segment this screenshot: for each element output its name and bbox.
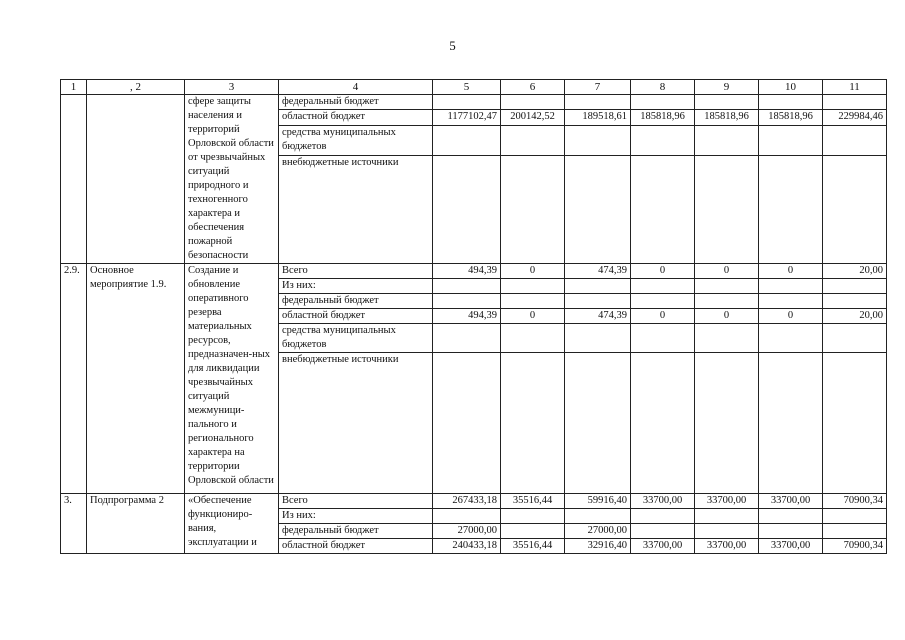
value-cell (433, 294, 501, 309)
funding-source-cell: внебюджетные источники (279, 155, 433, 263)
value-cell: 32916,40 (565, 539, 631, 554)
funding-source-cell: средства муниципальных бюджетов (279, 324, 433, 353)
value-cell (823, 524, 887, 539)
value-cell: 0 (501, 309, 565, 324)
value-cell (759, 125, 823, 155)
page-number: 5 (449, 38, 456, 53)
value-cell: 33700,00 (759, 539, 823, 554)
funding-source-cell: федеральный бюджет (279, 95, 433, 110)
header-cell: 3 (185, 80, 279, 95)
header-row (61, 80, 887, 95)
table-row (61, 264, 887, 279)
value-cell: 185818,96 (695, 110, 759, 125)
value-cell: 20,00 (823, 264, 887, 279)
funding-source-cell: федеральный бюджет (279, 524, 433, 539)
value-cell: 185818,96 (759, 110, 823, 125)
value-cell: 0 (695, 264, 759, 279)
header-cell: 10 (759, 80, 823, 95)
value-cell (759, 95, 823, 110)
value-cell (501, 324, 565, 353)
value-cell (823, 95, 887, 110)
value-cell: 33700,00 (631, 494, 695, 509)
value-cell (695, 524, 759, 539)
funding-source-cell: внебюджетные источники (279, 353, 433, 494)
value-cell (695, 125, 759, 155)
budget-table (60, 79, 887, 554)
value-cell (565, 509, 631, 524)
value-cell (823, 509, 887, 524)
value-cell (565, 155, 631, 263)
value-cell (631, 524, 695, 539)
value-cell (695, 279, 759, 294)
value-cell: 35516,44 (501, 539, 565, 554)
table-row (61, 95, 887, 110)
value-cell: 0 (759, 264, 823, 279)
value-cell: 474,39 (565, 309, 631, 324)
value-cell: 33700,00 (695, 539, 759, 554)
value-cell (433, 95, 501, 110)
funding-source-cell: областной бюджет (279, 539, 433, 554)
value-cell: 33700,00 (631, 539, 695, 554)
value-cell (695, 294, 759, 309)
value-cell (823, 279, 887, 294)
funding-source-cell: Из них: (279, 509, 433, 524)
item-description-cell: «Обеспечение функциониро-вания, эксплуатации и (185, 494, 279, 554)
value-cell (759, 279, 823, 294)
value-cell (501, 353, 565, 494)
value-cell (631, 155, 695, 263)
header-cell: 4 (279, 80, 433, 95)
value-cell: 20,00 (823, 309, 887, 324)
value-cell: 229984,46 (823, 110, 887, 125)
value-cell (501, 125, 565, 155)
funding-source-cell: Из них: (279, 279, 433, 294)
value-cell (759, 294, 823, 309)
value-cell (759, 509, 823, 524)
header-cell: 1 (61, 80, 87, 95)
value-cell (631, 509, 695, 524)
value-cell: 200142,52 (501, 110, 565, 125)
value-cell: 27000,00 (433, 524, 501, 539)
value-cell (565, 279, 631, 294)
header-cell: 7 (565, 80, 631, 95)
value-cell (501, 294, 565, 309)
item-name-cell: Подпрограмма 2 (87, 494, 185, 554)
value-cell (631, 294, 695, 309)
value-cell: 35516,44 (501, 494, 565, 509)
value-cell (433, 155, 501, 263)
value-cell (501, 524, 565, 539)
value-cell: 494,39 (433, 264, 501, 279)
value-cell: 0 (759, 309, 823, 324)
value-cell (759, 524, 823, 539)
value-cell (695, 324, 759, 353)
value-cell (501, 279, 565, 294)
funding-source-cell: Всего (279, 494, 433, 509)
value-cell: 185818,96 (631, 110, 695, 125)
funding-source-cell: федеральный бюджет (279, 294, 433, 309)
value-cell: 189518,61 (565, 110, 631, 125)
value-cell: 0 (631, 264, 695, 279)
value-cell (695, 95, 759, 110)
value-cell: 70900,34 (823, 539, 887, 554)
value-cell (433, 125, 501, 155)
value-cell (695, 509, 759, 524)
value-cell (433, 279, 501, 294)
value-cell: 494,39 (433, 309, 501, 324)
value-cell (631, 95, 695, 110)
value-cell: 33700,00 (695, 494, 759, 509)
value-cell (631, 324, 695, 353)
value-cell (433, 509, 501, 524)
value-cell (501, 509, 565, 524)
value-cell (631, 353, 695, 494)
row-number-cell: 3. (61, 494, 87, 554)
value-cell (823, 294, 887, 309)
row-number-cell (61, 95, 87, 264)
value-cell (565, 353, 631, 494)
item-name-cell (87, 95, 185, 264)
value-cell (631, 125, 695, 155)
value-cell (433, 353, 501, 494)
value-cell (433, 324, 501, 353)
value-cell: 59916,40 (565, 494, 631, 509)
funding-source-cell: областной бюджет (279, 110, 433, 125)
item-name-cell: Основное мероприятие 1.9. (87, 264, 185, 494)
table-row (61, 494, 887, 509)
value-cell: 0 (631, 309, 695, 324)
value-cell (823, 353, 887, 494)
header-cell: , 2 (87, 80, 185, 95)
value-cell (565, 125, 631, 155)
header-cell: 6 (501, 80, 565, 95)
value-cell (565, 95, 631, 110)
value-cell (823, 125, 887, 155)
value-cell (695, 155, 759, 263)
value-cell (631, 279, 695, 294)
value-cell (695, 353, 759, 494)
value-cell (759, 324, 823, 353)
header-cell: 5 (433, 80, 501, 95)
item-description-cell: сфере защиты населения и территорий Орловской области от чрезвычайных ситуаций природного и техногенного характера и обеспечения пожарной безопасности (185, 95, 279, 264)
value-cell (823, 155, 887, 263)
value-cell: 240433,18 (433, 539, 501, 554)
header-cell: 11 (823, 80, 887, 95)
value-cell (759, 353, 823, 494)
value-cell: 0 (501, 264, 565, 279)
value-cell (565, 294, 631, 309)
header-cell: 9 (695, 80, 759, 95)
value-cell: 474,39 (565, 264, 631, 279)
funding-source-cell: областной бюджет (279, 309, 433, 324)
value-cell: 33700,00 (759, 494, 823, 509)
value-cell: 267433,18 (433, 494, 501, 509)
value-cell: 1177102,47 (433, 110, 501, 125)
value-cell (823, 324, 887, 353)
header-cell: 8 (631, 80, 695, 95)
funding-source-cell: средства муниципальных бюджетов (279, 125, 433, 155)
value-cell (759, 155, 823, 263)
value-cell (501, 95, 565, 110)
funding-source-cell: Всего (279, 264, 433, 279)
value-cell: 70900,34 (823, 494, 887, 509)
value-cell: 0 (695, 309, 759, 324)
value-cell: 27000,00 (565, 524, 631, 539)
row-number-cell: 2.9. (61, 264, 87, 494)
value-cell (501, 155, 565, 263)
item-description-cell: Создание и обновление оперативного резерва материальных ресурсов, предназначен-ных для ликвидации чрезвычайных ситуаций межмуници-пального и регионального характера на территории Орловской области (185, 264, 279, 494)
value-cell (565, 324, 631, 353)
